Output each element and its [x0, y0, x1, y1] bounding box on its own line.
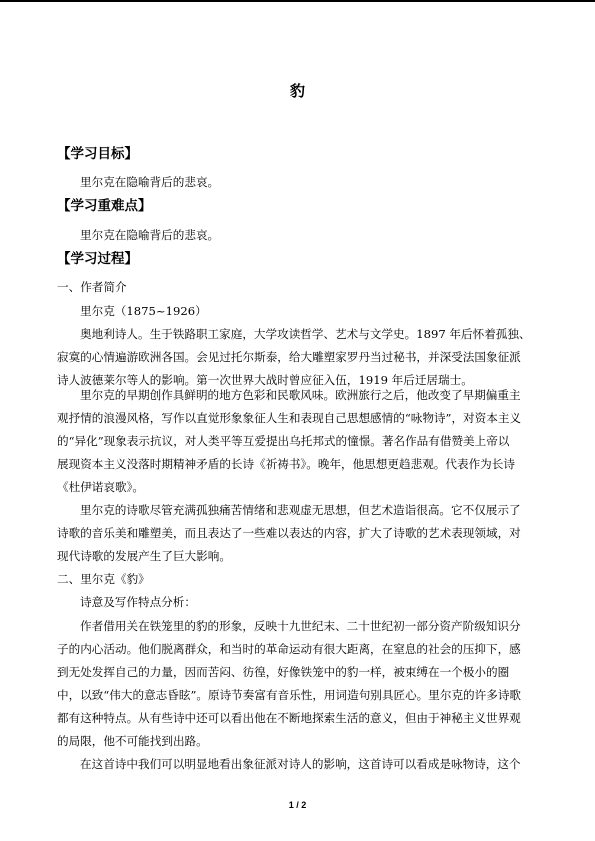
- section-poem-heading: 二、里尔克《豹》: [57, 572, 150, 586]
- paragraph-line: 诗意及写作特点分析：: [80, 595, 196, 609]
- paragraph-line: 的局限，他不可能找到出路。: [57, 734, 208, 748]
- paragraph-line: 都有这种特点。从有些诗中还可以看出他在不断地探索生活的意义，但由于神秘主义世界观: [57, 711, 521, 725]
- paragraph-line: 作者借用关在铁笼里的豹的形象，反映十九世纪末、二十世纪初一部分资产阶级知识分: [80, 619, 521, 633]
- paragraph-line: 在这首诗中我们可以明显地看出象征派对诗人的影响，这首诗可以看成是咏物诗，这个: [80, 757, 521, 771]
- paragraph-line: 展现资本主义没落时期精神矛盾的长诗《祈祷书》。晚年，他思想更趋悲观。代表作为长诗: [57, 457, 515, 471]
- paragraph-line: 里尔克的诗歌尽管充满孤独痛苦情绪和悲观虚无思想，但艺术造诣很高。它不仅展示了: [80, 503, 521, 517]
- page-number: 1 / 2: [288, 800, 307, 810]
- paragraph-line: 到无处发挥自己的力量，因而苦闷、彷徨，好像铁笼中的豹一样，被束缚在一个极小的圈: [57, 665, 510, 679]
- key-points-text: 里尔克在隐喻背后的悲哀。: [80, 228, 220, 242]
- paragraph-line: 观抒情的浪漫风格，写作以直觉形象象征人生和表现自己思想感情的“咏物诗”，对资本主义: [57, 411, 522, 425]
- page-title: 豹: [289, 82, 305, 100]
- paragraph-line: 寂寞的心情遍游欧洲各国。会见过托尔斯泰，给大雕塑家罗丹当过秘书，并深受法国象征派: [57, 350, 521, 364]
- paragraph-line: 《杜伊诺哀歌》。: [57, 480, 144, 494]
- heading-key-points: 【学习重难点】: [57, 198, 152, 214]
- paragraph-line: 诗人波德莱尔等人的影响。第一次世界大战时曾应征入伍，1919 年后迁居瑞士。: [57, 373, 473, 387]
- paragraph-line: 现代诗歌的发展产生了巨大影响。: [57, 549, 231, 563]
- paragraph-line: 中，以致“伟大的意志昏眩”。原诗节奏富有音乐性，用词造句别具匠心。里尔克的许多诗歌: [57, 688, 522, 702]
- section-author-heading: 一、作者简介: [57, 280, 127, 294]
- paragraph-line: 里尔克的早期创作具鲜明的地方色彩和民歌风味。欧洲旅行之后，他改变了早期偏重主: [80, 388, 521, 402]
- header-rule: [0, 0, 595, 2]
- author-years: 里尔克（1875~1926）: [80, 304, 207, 318]
- paragraph-line: 子的内心活动。他们脱离群众，和当时的革命运动有很大距离，在窒息的社会的压抑下，感: [57, 642, 521, 656]
- paragraph-line: 诗歌的音乐美和雕塑美，而且表达了一些难以表达的内容，扩大了诗歌的艺术表现领域，对: [57, 526, 521, 540]
- heading-process: 【学习过程】: [57, 251, 138, 267]
- heading-learning-goals: 【学习目标】: [57, 146, 138, 162]
- learning-goals-text: 里尔克在隐喻背后的悲哀。: [80, 175, 220, 189]
- paragraph-line: 奥地利诗人。生于铁路职工家庭，大学攻读哲学、艺术与文学史。1897 年后怀着孤独、: [80, 327, 531, 341]
- paragraph-line: 的“异化”现象表示抗议，对人类平等互爱提出乌托邦式的憧憬。著名作品有借赞美上帝以: [57, 434, 510, 448]
